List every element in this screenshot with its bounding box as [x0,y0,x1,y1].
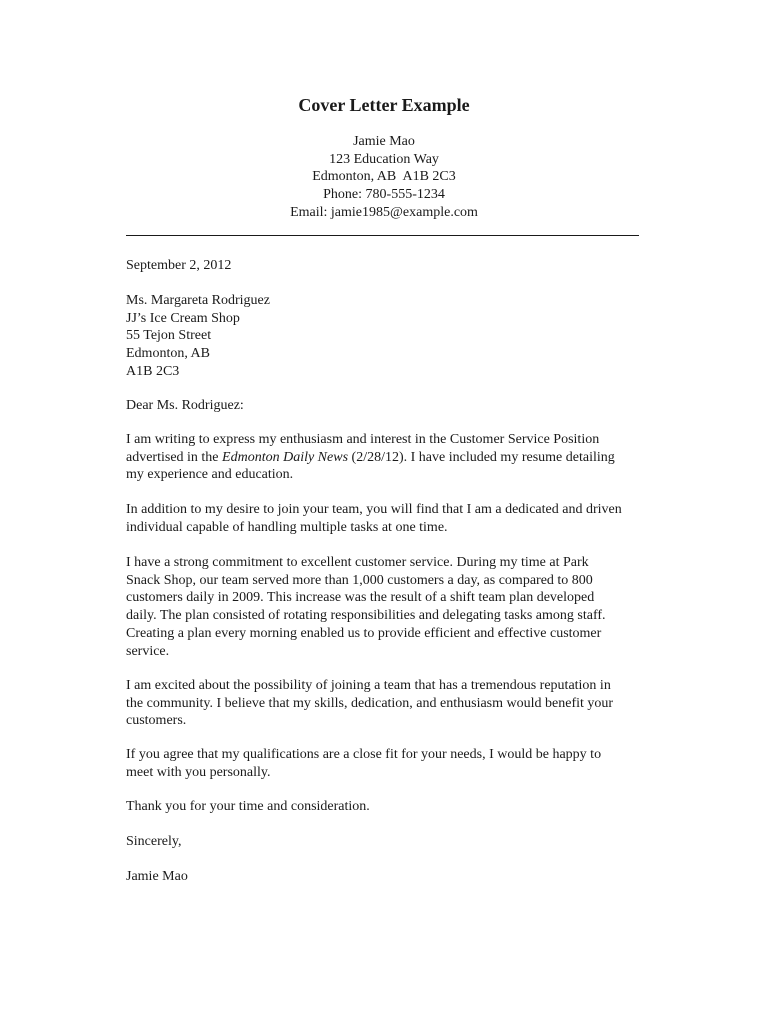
salutation: Dear Ms. Rodriguez: [126,398,244,413]
recipient-street: 55 Tejon Street [126,328,212,344]
paragraph-3: I have a strong commitment to excellent customer service. During my time at Park Snack Shop, our team served more than 1,000 customers a day, as compared to 800 customers daily in 2009. This increase was the result of a shift team plan developed daily. The plan consisted of rotating responsibilities and delegating tasks among staff. Creating a plan every morning enabled us to provide efficient and effective customer service. [126,555,606,659]
sender-city: Edmonton, AB A1B 2C3 [312,169,456,185]
paragraph-4: I am excited about the possibility of joining a team that has a tremendous reputation in the community. I believe that my skills, dedication, and enthusiasm would benefit your customers. [126,678,614,729]
sender-phone: Phone: 780-555-1234 [323,187,445,203]
letter-date: September 2, 2012 [126,258,232,273]
recipient-postal: A1B 2C3 [126,363,180,379]
signature: Jamie Mao [126,869,188,884]
header-divider [126,235,639,236]
paragraph-5: If you agree that my qualifications are a close fit for your needs, I would be happy to meet with you personally. [126,747,602,780]
sender-name: Jamie Mao [353,134,415,149]
recipient-block [126,292,646,381]
recipient-name: Ms. Margareta Rodriguez [126,293,270,308]
sender-street: 123 Education Way [329,151,439,167]
newspaper-name: Edmonton Daily News [222,449,349,465]
paragraph-2: In addition to my desire to join your team, you will find that I am a dedicated and driven individual capable of handling multiple tasks at one time. [126,502,622,535]
recipient-company: JJ’s Ice Cream Shop [126,310,240,326]
sender-block [0,133,768,222]
paragraph-6: Thank you for your time and consideration. [126,799,370,814]
paragraph-1: I am writing to express my enthusiasm and interest in the Customer Service Position advertised in the Edmonton Daily News (2/28/12). I have included my resume detailing my experience and education. [126,432,615,483]
sender-email: Email: jamie1985@example.com [290,204,478,220]
document-title: Cover Letter Example [298,95,470,115]
closing: Sincerely, [126,834,182,849]
recipient-city: Edmonton, AB [126,346,211,362]
